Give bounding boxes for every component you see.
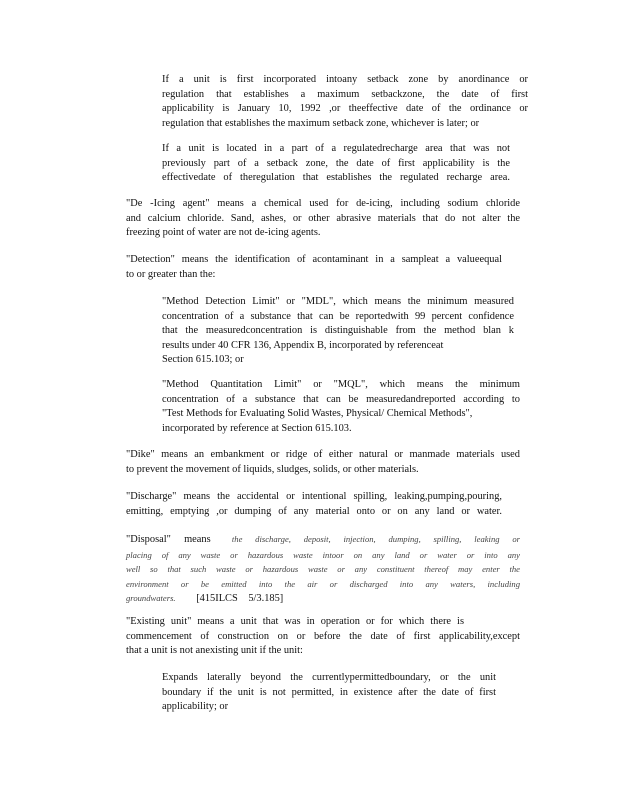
text-line: boundary if the unit is not permitted, in existence after the date of first — [162, 686, 496, 698]
text-line: "Detection" means the identification of acontaminant in a sampleat a valueequal — [126, 254, 502, 265]
text-line: and calcium chloride. Sand, ashes, or other abrasive materials that do not alter the — [126, 212, 520, 224]
citation: [415ILCS 5/3.185] — [196, 593, 284, 605]
text-line: "Method Quantitation Limit" or "MQL", which means the minimum — [162, 379, 520, 390]
text-line: If a unit is located in a part of a regulatedrecharge area that was not — [162, 143, 510, 154]
definition-detection — [126, 253, 502, 282]
disposal-last-line — [126, 591, 520, 607]
subdefinition-mdl — [162, 295, 514, 368]
text-line: results under 40 CFR 136, Appendix B, incorporated by referenceat — [162, 339, 444, 351]
definition-discharge — [126, 490, 502, 519]
text-line: that a unit is not anexisting unit if the unit: — [126, 645, 303, 657]
text-line: If a unit is first incorporated intoany setback zone by anordinance or — [162, 74, 528, 85]
text-line: freezing point of water are not de-icing agents. — [126, 227, 321, 239]
text-line: environment or be emitted into the air or discharged into any waters, including — [126, 578, 520, 589]
text-line: "De -Icing agent" means a chemical used for de-icing, including sodium chloride — [126, 198, 520, 209]
text-line: applicability; or — [162, 701, 229, 713]
disposal-lead: "Disposal" means — [126, 534, 211, 545]
disposal-text: groundwaters. — [126, 593, 176, 604]
text-line: incorporated by reference at Section 615.103. — [162, 422, 352, 434]
text-line: "Discharge" means the accidental or intentional spilling, leaking,pumping,pouring, — [126, 491, 502, 502]
text-line: "Test Methods for Evaluating Solid Wastes, Physical/ Chemical Methods", — [162, 408, 473, 420]
text-line: regulation that establishes a maximum setbackzone, the date of first — [162, 88, 528, 100]
text-line: well so that such waste or hazardous waste or any constituent thereof may enter the — [126, 564, 520, 575]
definition-existing-unit — [126, 615, 520, 659]
text-line: concentration of a substance that can be measuredandreported according to — [162, 393, 520, 405]
definition-disposal — [126, 532, 520, 607]
text-line: to or greater than the: — [126, 268, 216, 280]
definition-dike — [126, 448, 520, 477]
text-line: "Dike" means an embankment or ridge of either natural or manmade materials used — [126, 449, 520, 460]
subdefinition-mql — [162, 378, 520, 436]
text-line: emitting, emptying ,or dumping of any material onto or on any land or water. — [126, 505, 502, 517]
paragraph-setback-ordinance — [162, 73, 528, 131]
paragraph-recharge-area — [162, 142, 510, 186]
text-line: "Existing unit" means a unit that was in operation or for which there is — [126, 616, 464, 627]
text-line: applicability is January 10, 1992 ,or theeffective date of the ordinance or — [162, 103, 528, 115]
text-line: regulation that establishes the maximum setback zone, whichever is later; or — [162, 117, 480, 129]
disposal-text: the discharge, deposit, injection, dumping, spilling, leaking or — [231, 534, 520, 544]
text-line: commencement of construction on or before the date of first applicability,except — [126, 630, 520, 642]
text-line: that the measuredconcentration is distinguishable from the method blan k — [162, 325, 514, 337]
definition-de-icing-agent — [126, 197, 520, 241]
text-line: effectivedate of theregulation that establishes the regulated recharge area. — [162, 172, 510, 184]
text-line: placing of any waste or hazardous waste intoor on any land or water or into any — [126, 549, 520, 560]
text-line: to prevent the movement of liquids, sludges, solids, or other materials. — [126, 463, 419, 475]
text-line: "Method Detection Limit" or "MDL", which means the minimum measured — [162, 296, 514, 307]
text-line: concentration of a substance that can be reportedwith 99 percent confidence — [162, 310, 514, 322]
subitem-expands-laterally — [162, 671, 496, 715]
text-line: Section 615.103; or — [162, 354, 244, 366]
disposal-first-line — [126, 532, 520, 548]
text-line: previously part of a setback zone, the date of first applicability is the — [162, 157, 510, 169]
text-line: Expands laterally beyond the currentlypermittedboundary, or the unit — [162, 672, 496, 683]
